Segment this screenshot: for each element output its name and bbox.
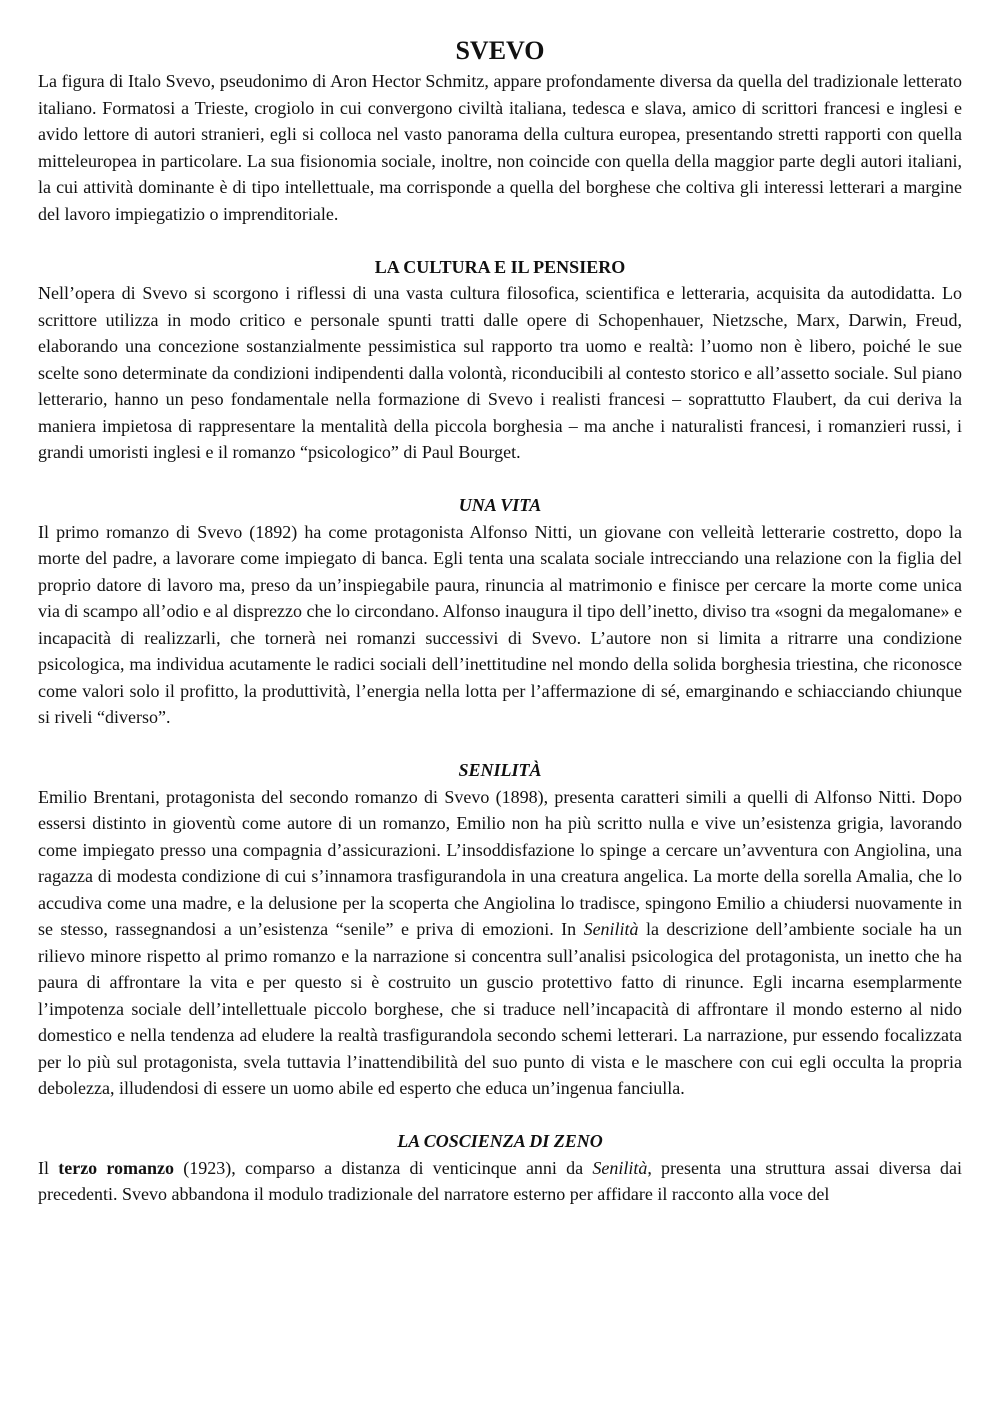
spacer — [38, 1102, 962, 1129]
spacer — [38, 227, 962, 254]
paragraph-coscienza-di-zeno — [38, 1155, 962, 1208]
coscienza-text-start: Il — [38, 1157, 59, 1178]
senilita-text-part-2: la descrizione dell’ambiente sociale ha un rilievo minore rispetto al primo romanzo e la narrazione si concentra sull’analisi psicologica del protagonista, un inetto che ha paura di affrontare la vita e per questo si è costruito un guscio protettivo fatto di rinunce. Egli incarna esemplarmente l’impotenza sociale dell’intellettuale piccolo borghese, che si traduce nell’incapacità di affrontare il mondo esterno al nido domestico e nella tendenza ad eludere la realtà trasfigurandola secondo schemi letterari. La narrazione, pur essendo focalizzata per lo più sul protagonista, svela tuttavia l’inattendibilità del suo punto di vista e le maschere con cui egli occulta la propria debolezza, illudendosi di essere un uomo abile ed esperto che educa un’ingenua fanciulla. — [38, 919, 963, 1098]
intro-paragraph: La figura di Italo Svevo, pseudonimo di Aron Hector Schmitz, appare profondamente diversa da quella del tradizionale letterato italiano. Formatosi a Trieste, crogiolo in cui convergono civiltà italiana, tedesca e slava, amico di scrittori francesi e inglesi e avido lettore di autori stranieri, egli si colloca nel vasto panorama della cultura europea, presentando stretti rapporti con quella mitteleuropea in particolare. La sua fisionomia sociale, inoltre, non coincide con quella della maggior parte degli autori italiani, la cui attività dominante è di tipo intellettuale, ma corrisponde a quella del borghese che coltiva gli interessi letterari a margine del lavoro impiegatizio o imprenditoriale. — [38, 71, 962, 224]
coscienza-text-end: , presenta una struttura assai diversa dai precedenti. Svevo abbandona il modulo tradizionale del narratore esterno per affidare il racconto alla voce del — [38, 1157, 963, 1204]
paragraph-senilita — [38, 784, 962, 1102]
paragraph-cultura-pensiero: Nell’opera di Svevo si scorgono i riflessi di una vasta cultura filosofica, scientifica e letteraria, acquisita da autodidatta. Lo scrittore utilizza in modo critico e personale spunti tratti dalle opere di Schopenhauer, Nietzsche, Marx, Darwin, Freud, elaborando una concezione sostanzialmente pessimistica sul rapporto tra uomo e realtà: l’uomo non è libero, poiché le sue scelte sono determinate da condizioni indipendenti dalla volontà, riconducibili al contesto storico e all’assetto sociale. Sul piano letterario, hanno un peso fondamentale nella formazione di Svevo i realisti francesi – soprattutto Flaubert, da cui deriva la maniera impietosa di rappresentare la mentalità della piccola borghesia – ma anche i naturalisti francesi, i romanzieri russi, i grandi umoristi inglesi e il romanzo “psicologico” di Paul Bourget. — [38, 283, 962, 462]
paragraph-una-vita: Il primo romanzo di Svevo (1892) ha come protagonista Alfonso Nitti, un giovane con velleità letterarie costretto, dopo la morte del padre, a lavorare come impiegato di banca. Egli tenta una scalata sociale intrecciando una relazione con la figlia del proprio datore di lavoro ma, preso da un’inspiegabile paura, rinuncia al matrimonio e finisce per cercare la morte come unica via di scampo all’odio e al disprezzo che lo circondano. Alfonso inaugura il tipo dell’inetto, diviso tra «sogni da megalomane» e incapacità di realizzarli, che tornerà nei romanzi successivi di Svevo. L’autore non si limita a ritrarre una condizione psicologica, ma individua acutamente le radici sociali dell’inettitudine nel mondo della solida borghesia triestina, che riconosce come valori solo il profitto, la produttività, l’energia nella lotta per l’affermazione di sé, emarginando e schiacciando chiunque si riveli “diverso”. — [38, 521, 962, 727]
spacer — [38, 731, 962, 758]
heading-senilita: SENILITÀ — [458, 760, 542, 780]
senilita-text-part-1: Emilio Brentani, protagonista del secondo romanzo di Svevo (1898), presenta caratteri simili a quelli di Alfonso Nitti. Dopo essersi distinto in gioventù come autore di un romanzo, Emilio non ha più scritto nulla e vive un’esistenza grigia, lavorando come impiegato presso una compagnia d’assicurazioni. L’insoddisfazione lo spinge a cercare un’avventura con Angiolina, una ragazza di modesta condizione di cui s’innamora trasfigurandola in una creatura angelica. La morte della sorella Amalia, che lo accudiva come una madre, e la delusione per la scoperta che Angiolina lo tradisce, spingono Emilio a chiudersi nuovamente in se stesso, rassegnandosi a un’esistenza “senile” e priva di emozioni. In — [38, 786, 962, 939]
senilita-italic-title: Senilità — [583, 919, 639, 939]
heading-cultura-pensiero: LA CULTURA E IL PENSIERO — [374, 256, 626, 277]
document-title: SVEVO — [455, 36, 545, 65]
coscienza-italic-title: Senilità — [592, 1157, 648, 1178]
coscienza-text-mid: (1923), comparso a distanza di venticinque anni da — [174, 1157, 593, 1178]
heading-una-vita: UNA VITA — [458, 495, 542, 515]
heading-coscienza-di-zeno: LA COSCIENZA DI ZENO — [397, 1131, 603, 1151]
coscienza-bold-phrase: terzo romanzo — [58, 1157, 175, 1178]
spacer — [38, 466, 962, 493]
